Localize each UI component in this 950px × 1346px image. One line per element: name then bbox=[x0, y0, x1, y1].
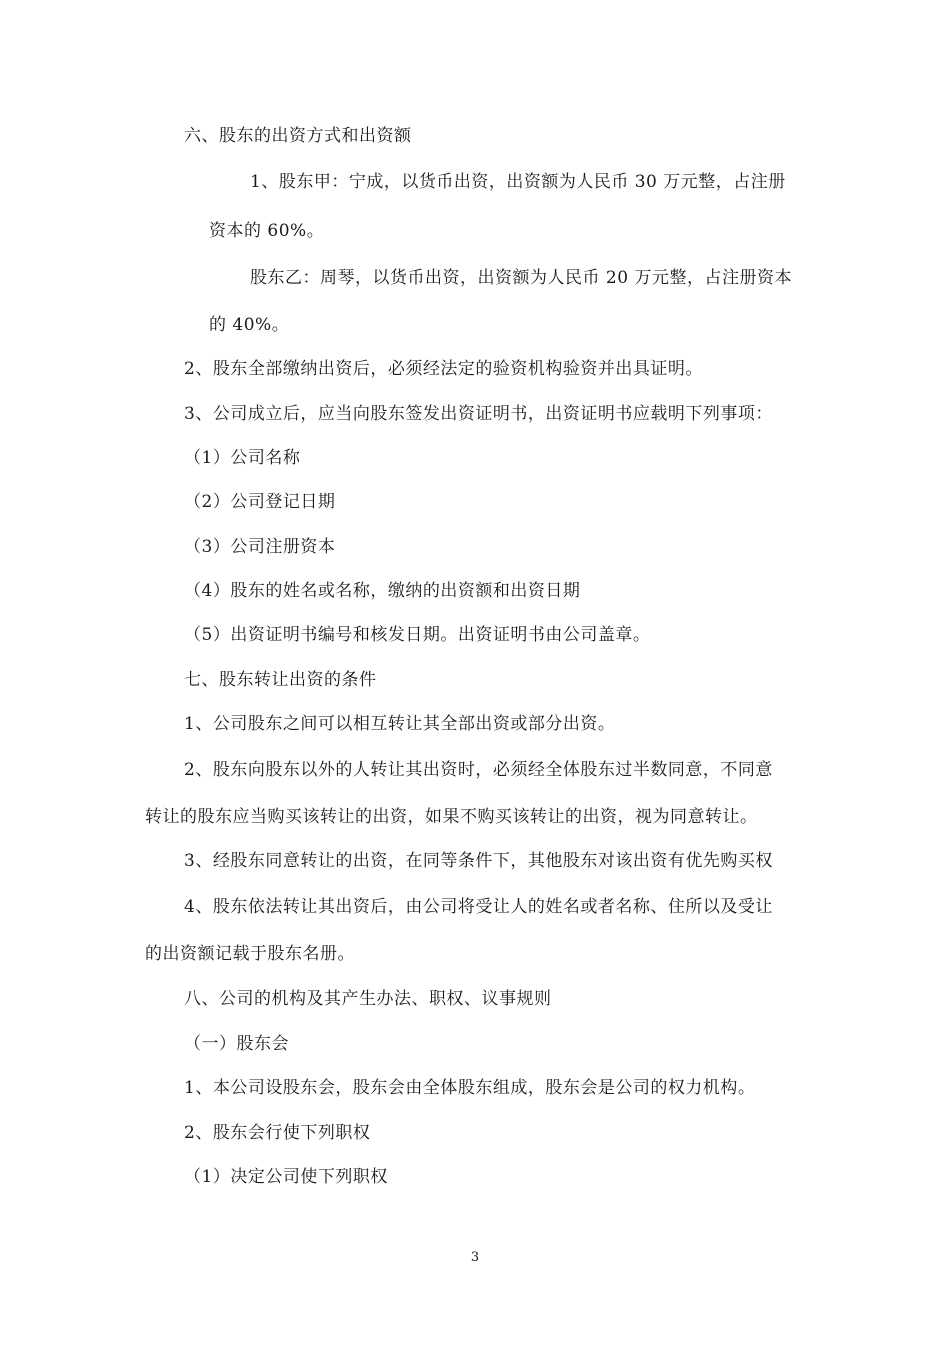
subsection-heading-shareholders-meeting: （一）股东会 bbox=[184, 1034, 289, 1054]
paragraph-shareholder-b: 股东乙：周琴，以货币出资，出资额为人民币 20 万元整，占注册资本 bbox=[250, 268, 792, 288]
list-item-2: （2）公司登记日期 bbox=[184, 492, 336, 512]
paragraph-shareholder-a-cont: 资本的 60%。 bbox=[209, 221, 325, 241]
paragraph-transfer-1: 1、公司股东之间可以相互转让其全部出资或部分出资。 bbox=[184, 714, 616, 734]
list-item-3: （3）公司注册资本 bbox=[184, 537, 336, 557]
section-heading-6: 六、股东的出资方式和出资额 bbox=[184, 126, 412, 146]
paragraph-transfer-4-cont: 的出资额记载于股东名册。 bbox=[145, 944, 355, 964]
list-item-1: （1）公司名称 bbox=[184, 448, 301, 468]
paragraph-meeting-2: 2、股东会行使下列职权 bbox=[184, 1123, 371, 1143]
list-item-5: （5）出资证明书编号和核发日期。出资证明书由公司盖章。 bbox=[184, 625, 651, 645]
paragraph-item-2: 2、股东全部缴纳出资后，必须经法定的验资机构验资并出具证明。 bbox=[184, 359, 703, 379]
page-number: 3 bbox=[470, 1250, 480, 1265]
paragraph-shareholder-a: 1、股东甲：宁成，以货币出资，出资额为人民币 30 万元整，占注册 bbox=[250, 172, 786, 192]
paragraph-transfer-3: 3、经股东同意转让的出资，在同等条件下，其他股东对该出资有优先购买权 bbox=[184, 851, 773, 871]
section-heading-7: 七、股东转让出资的条件 bbox=[184, 670, 377, 690]
paragraph-transfer-4: 4、股东依法转让其出资后，由公司将受让人的姓名或者名称、住所以及受让 bbox=[184, 897, 773, 917]
list-item-meeting-1: （1）决定公司使下列职权 bbox=[184, 1167, 388, 1187]
list-item-4: （4）股东的姓名或名称，缴纳的出资额和出资日期 bbox=[184, 581, 581, 601]
paragraph-shareholder-b-cont: 的 40%。 bbox=[209, 315, 290, 335]
section-heading-8: 八、公司的机构及其产生办法、职权、议事规则 bbox=[184, 989, 552, 1009]
paragraph-item-3: 3、公司成立后，应当向股东签发出资证明书，出资证明书应载明下列事项： bbox=[184, 404, 773, 424]
paragraph-transfer-2: 2、股东向股东以外的人转让其出资时，必须经全体股东过半数同意，不同意 bbox=[184, 760, 773, 780]
paragraph-meeting-1: 1、本公司设股东会，股东会由全体股东组成，股东会是公司的权力机构。 bbox=[184, 1078, 756, 1098]
paragraph-transfer-2-cont: 转让的股东应当购买该转让的出资，如果不购买该转让的出资，视为同意转让。 bbox=[145, 807, 758, 827]
